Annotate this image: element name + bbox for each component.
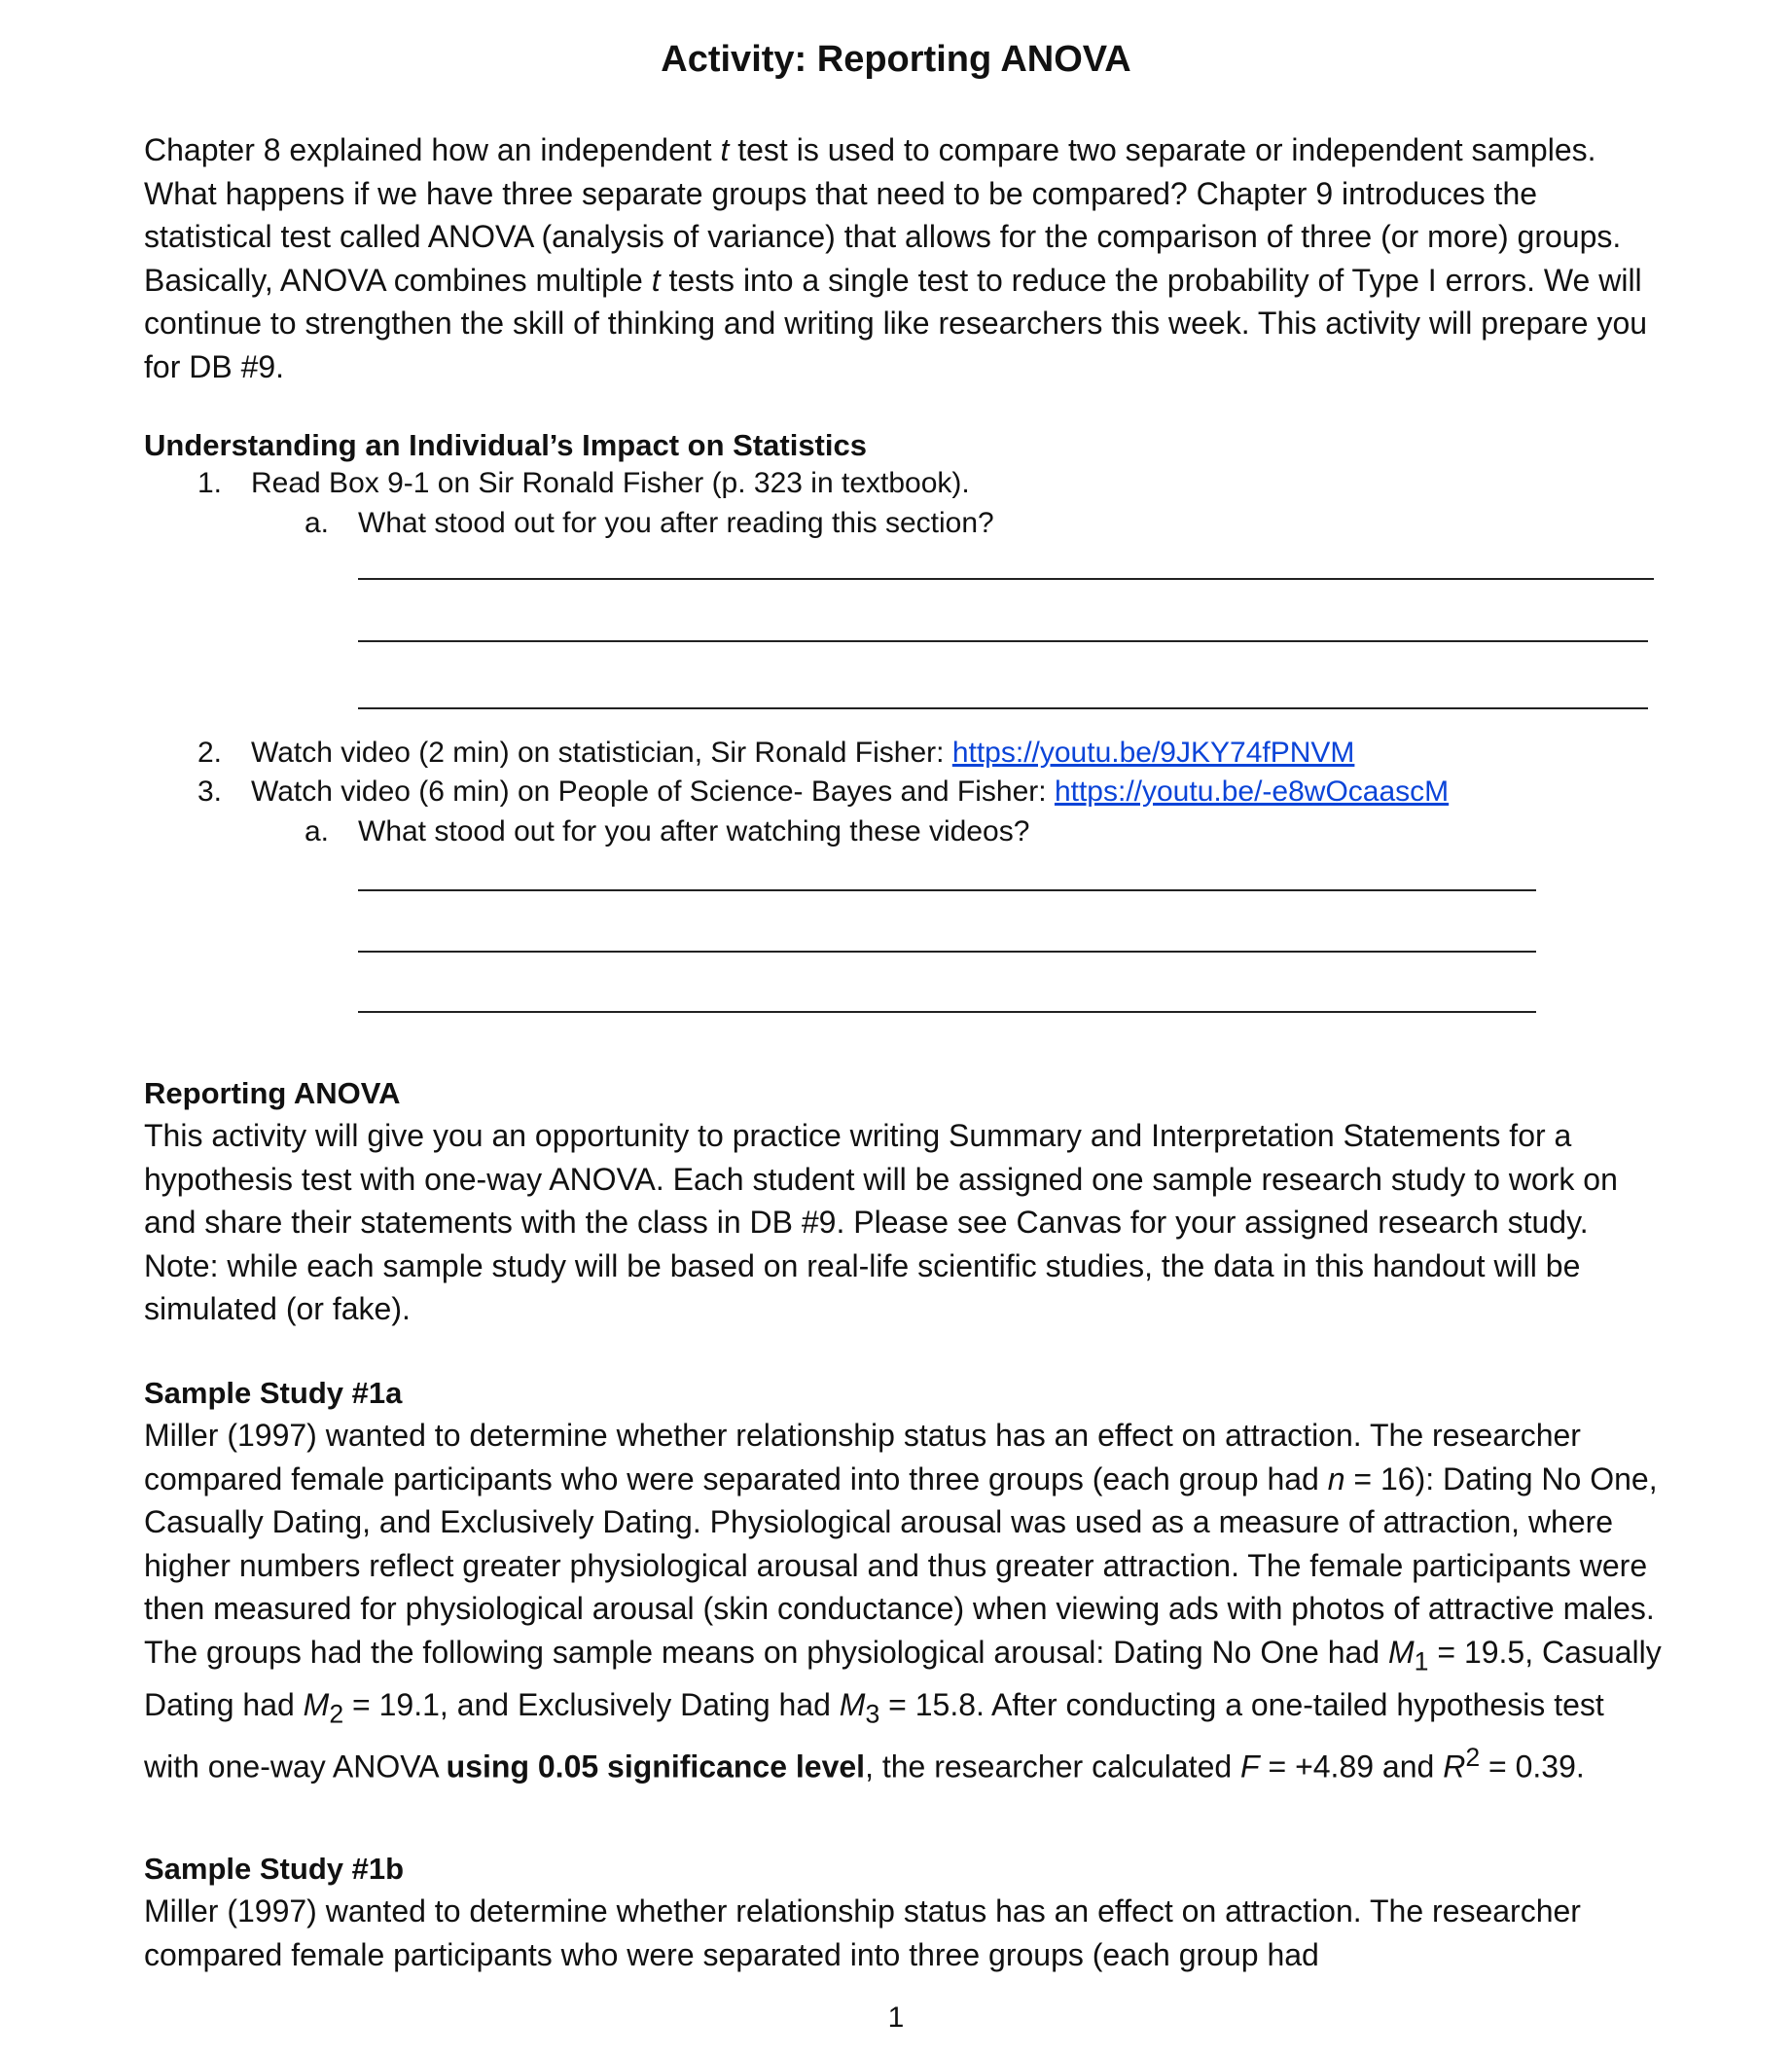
item-1-text: Read Box 9-1 on Sir Ronald Fisher (p. 323 in textbook). (251, 467, 970, 499)
study-text: = +4.89 and (1259, 1749, 1444, 1785)
item-1a-letter: a. (305, 507, 330, 539)
sample-study-1b-paragraph: Miller (1997) wanted to determine whether relationship status has an effect on attraction. The researcher compared female participants who were separated into three groups (each group had (144, 1893, 1581, 1972)
intro-text-2: test is used to compare two separate or independent samples. What happens if we have three separate groups that need to be compared? Chapter 9 introduces the statistical test called ANOVA (analysis of variance) that allows for the comparison of three (or more) groups. Basically, ANOVA combines multiple (144, 132, 1622, 298)
item-2-number: 2. (197, 737, 223, 769)
page-title: Activity: Reporting ANOVA (661, 39, 1131, 80)
sample-study-1a-heading: Sample Study #1a (144, 1376, 403, 1410)
answer-line[interactable] (358, 889, 1536, 891)
study-text: Miller (1997) wanted to determine whether relationship status has an effect on attraction. The researcher compared female participants who were separated into three groups (each group had (144, 1418, 1581, 1496)
item-3a-letter: a. (305, 815, 330, 847)
subscript-1: 1 (1414, 1646, 1429, 1676)
study-text: = 15.8. After conducting a one-tailed hypothesis test with one-way ANOVA (144, 1686, 1604, 1785)
significance-level-bold: using 0.05 significance level (446, 1749, 866, 1785)
sample-study-1b-heading: Sample Study #1b (144, 1852, 405, 1886)
n-symbol: n (1327, 1460, 1345, 1496)
item-3a-text: What stood out for you after watching these videos? (358, 815, 1030, 847)
r-symbol: R (1443, 1749, 1466, 1785)
reporting-paragraph: This activity will give you an opportunity to practice writing Summary and Interpretation Statements for a hypothesis test with one-way ANOVA. Each student will be assigned one sample research study to work on and share their statements with the class in DB #9. Please see Canvas for your assigned research study. Note: while each sample study will be based on real-life scientific studies, the data in this handout will be simulated (or fake). (144, 1118, 1618, 1327)
f-symbol: F (1240, 1749, 1260, 1785)
superscript-2: 2 (1465, 1742, 1481, 1772)
item-2-text: Watch video (2 min) on statistician, Sir Ronald Fisher: (251, 737, 952, 769)
intro-text-3: tests into a single test to reduce the probability of Type I errors. We will continue to strengthen the skill of thinking and writing like researchers this week. This activity will prepare you for DB #9. (144, 262, 1648, 384)
intro-paragraph (144, 128, 1662, 389)
answer-line[interactable] (358, 578, 1654, 580)
answer-line[interactable] (358, 640, 1648, 642)
answer-line[interactable] (358, 707, 1648, 709)
sample-study-1a-paragraph (144, 1414, 1662, 1788)
study-text: = 16): Dating No One, Casually Dating, and Exclusively Dating. Physiological arousal was used as a measure of attraction, where higher numbers reflect greater physiological arousal and thus greater attraction. The female participants were then measured for physiological arousal (skin conductance) when viewing ads with photos of attractive males. The groups had the following sample means on physiological arousal: Dating No One had (144, 1460, 1658, 1670)
item-1a-text: What stood out for you after reading this section? (358, 507, 994, 539)
intro-t-symbol-2: t (651, 262, 661, 298)
item-3-number: 3. (197, 775, 223, 808)
answer-line[interactable] (358, 951, 1536, 953)
subscript-3: 3 (865, 1699, 880, 1729)
study-text: = 0.39. (1480, 1749, 1585, 1785)
study-text: = 19.1, and Exclusively Dating had (343, 1686, 840, 1722)
item-3-text: Watch video (6 min) on People of Science- Bayes and Fisher: (251, 775, 1055, 808)
page-number: 1 (887, 2001, 905, 2034)
m-symbol: M (1387, 1634, 1415, 1670)
intro-t-symbol: t (720, 132, 730, 167)
m-symbol: M (303, 1686, 330, 1722)
subscript-2: 2 (329, 1699, 344, 1729)
item-2 (251, 737, 1354, 770)
m-symbol: M (839, 1686, 866, 1722)
fisher-video-link[interactable]: https://youtu.be/9JKY74fPNVM (951, 737, 1355, 769)
bayes-fisher-video-link[interactable]: https://youtu.be/-e8wOcaascM (1054, 775, 1450, 808)
study-text: = 19.5, Casually Dating had (144, 1634, 1662, 1722)
section-heading-reporting: Reporting ANOVA (144, 1076, 401, 1110)
intro-text-1: Chapter 8 explained how an independent (144, 132, 721, 167)
item-1-number: 1. (197, 467, 223, 499)
section-heading-impact: Understanding an Individual’s Impact on Statistics (144, 428, 867, 462)
item-3 (251, 775, 1449, 809)
study-text: , the researcher calculated (865, 1749, 1241, 1785)
answer-line[interactable] (358, 1011, 1536, 1013)
